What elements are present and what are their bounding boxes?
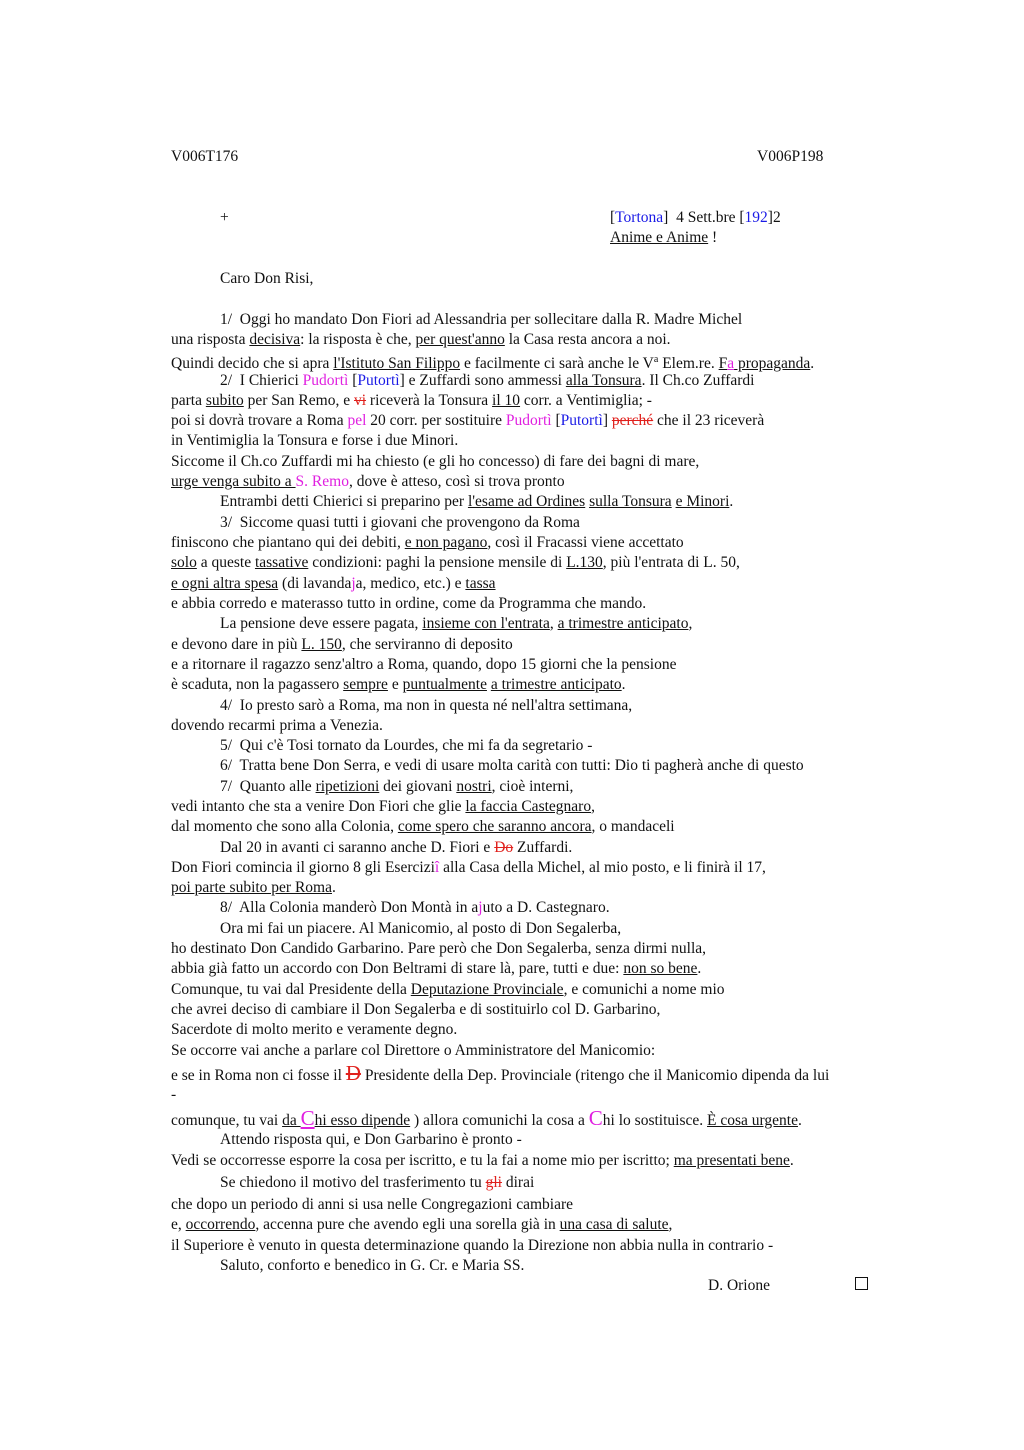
line-segment: Putortì: [357, 372, 400, 389]
checkbox-icon: [855, 1276, 868, 1296]
letter-line: [220, 756, 804, 776]
line-segment: . Il Ch.co Zuffardi: [641, 372, 755, 389]
struck-text: gli: [485, 1174, 502, 1191]
line-segment: S. Remo: [295, 473, 349, 490]
letter-line: [171, 1151, 794, 1171]
line-segment: 6/ Tratta bene Don Serra, e vedi di usare molta carità con tutti: Dio ti pagherà anche di questo: [220, 757, 804, 774]
line-segment: Quindi decido che si apra: [171, 355, 334, 373]
line-segment: 1/ Oggi ho mandato Don Fiori ad Alessandria per sollecitare dalla R. Madre Michel: [220, 311, 743, 328]
line-segment: F: [718, 355, 728, 373]
line-segment: La pensione deve essere pagata,: [220, 615, 423, 632]
line-segment: , e comunichi a nome mio: [563, 981, 725, 998]
cross-mark: +: [220, 209, 229, 226]
line-segment: 4/ Io presto sarò a Roma, ma non in questa né nell'altra settimana,: [220, 697, 633, 714]
letter-line: [171, 959, 701, 979]
line-segment: Pudortì: [302, 372, 349, 389]
line-segment: e Minori: [675, 493, 730, 510]
line-segment: Comunque, tu vai dal Presidente della: [171, 981, 411, 998]
letter-line: [171, 533, 684, 553]
struck-text: perché: [611, 412, 654, 429]
line-segment: puntualmente: [402, 676, 487, 693]
line-segment: abbia già fatto un accordo con Don Beltrami di stare là, pare, tutti e due:: [171, 960, 624, 977]
line-segment: urge venga subito a: [171, 473, 296, 490]
line-segment: insieme con l'entrata: [422, 615, 550, 632]
line-segment: nostri: [456, 778, 492, 795]
line-segment: ,: [688, 615, 693, 632]
line-segment: [: [348, 372, 358, 389]
line-segment: Don Fiori comincia il giorno 8 gli Esercizi: [171, 859, 435, 876]
line-segment: per San Remo, e: [243, 392, 354, 409]
line-segment: Zuffardi.: [513, 839, 573, 856]
letter-line: [220, 310, 742, 330]
line-segment: tassative: [254, 554, 309, 571]
motto-text: Anime e Anime: [610, 229, 709, 246]
dateline-year: 192: [744, 209, 768, 226]
line-segment: dal momento che sono alla Colonia,: [171, 818, 398, 835]
dateline: [610, 208, 781, 228]
line-segment: .: [729, 493, 734, 510]
line-segment: Entrambi detti Chierici si preparino per: [220, 493, 468, 510]
letter-line: [171, 1020, 457, 1040]
line-segment: ,: [549, 615, 558, 632]
line-segment: condizioni: paghi la pensione mensile di: [308, 554, 567, 571]
letter-line: [220, 1173, 534, 1193]
letter-line: [220, 919, 621, 939]
letter-line: [171, 391, 652, 411]
line-segment: a: [653, 354, 659, 365]
line-segment: dovendo recarmi prima a Venezia.: [171, 717, 383, 734]
line-segment: -: [171, 1086, 177, 1103]
line-segment: È cosa urgente: [707, 1112, 798, 1129]
letter-line: [220, 696, 632, 716]
salutation: Caro Don Risi,: [220, 270, 314, 287]
line-segment: non so bene: [623, 960, 698, 977]
letter-line: [220, 513, 580, 533]
line-segment: e non pagano: [404, 534, 488, 551]
letter-line: [171, 330, 671, 350]
line-segment: che il 23 riceverà: [653, 412, 765, 429]
line-segment: da: [282, 1112, 301, 1129]
line-segment: occorrendo: [185, 1216, 256, 1233]
letter-line: [171, 472, 565, 492]
line-segment: e,: [171, 1216, 186, 1233]
line-segment: dei giovani: [379, 778, 457, 795]
line-segment: [: [551, 412, 561, 429]
line-segment: hi lo sostituisce.: [602, 1112, 707, 1129]
line-segment: .: [797, 1112, 802, 1129]
line-segment: comunque, tu vai: [171, 1112, 283, 1129]
letter-line: [220, 777, 573, 797]
struck-text: vi: [353, 392, 367, 409]
letter-line: [171, 594, 646, 614]
line-segment: sulla Tonsura: [589, 493, 672, 510]
letter-line: [171, 797, 595, 817]
line-segment: poi si dovrà trovare a Roma: [171, 412, 348, 429]
dateline-year-tail: ]2: [767, 209, 781, 226]
letter-line: [171, 817, 675, 837]
line-segment: , che serviranno di deposito: [341, 636, 513, 653]
letter-line: [171, 553, 740, 573]
line-segment: .: [810, 355, 815, 373]
dateline-place: Tortona: [615, 209, 664, 226]
letter-line: [220, 736, 592, 756]
line-segment: sempre: [343, 676, 388, 693]
line-segment: ] e Zuffardi sono ammessi: [399, 372, 566, 389]
letter-line: [171, 411, 764, 431]
letter-line: [171, 675, 626, 695]
line-segment: 5/ Qui c'è Tosi tornato da Lourdes, che mi fa da segretario -: [220, 737, 593, 754]
line-segment: parta: [171, 392, 206, 409]
line-segment: finiscono che piantano qui dei debiti,: [171, 534, 405, 551]
line-segment: riceverà la Tonsura: [366, 392, 493, 409]
letter-line: [171, 1000, 660, 1020]
letter-line: [171, 655, 677, 675]
line-segment: , o mandaceli: [591, 818, 675, 835]
line-segment: è scaduta, non la pagassero: [171, 676, 344, 693]
line-segment: alla Casa della Michel, al mio posto, e li finirà il 17,: [439, 859, 766, 876]
line-segment: subito: [205, 392, 244, 409]
letter-line: [171, 716, 383, 736]
letter-line: [220, 492, 733, 512]
line-segment: l'esame ad Ordines: [467, 493, 586, 510]
line-segment: j: [478, 899, 483, 916]
line-segment: uto a D. Castegnaro.: [482, 899, 610, 916]
line-segment: 8/ Alla Colonia manderò Don Montà in a: [220, 899, 479, 916]
line-segment: e abbia corredo e materasso tutto in ordine, come da Programma che mando.: [171, 595, 647, 612]
line-segment: Deputazione Provinciale: [410, 981, 564, 998]
line-segment: î: [434, 859, 440, 876]
line-segment: j: [351, 575, 356, 592]
line-segment: in Ventimiglia la Tonsura e forse i due Minori.: [171, 432, 459, 449]
letter-line: [220, 898, 610, 918]
line-segment: il 10: [492, 392, 521, 409]
line-segment: alla Tonsura: [565, 372, 642, 389]
letter-line: [171, 1041, 655, 1061]
line-segment: , più l'entrata di L. 50,: [602, 554, 740, 571]
letter-line: [171, 635, 513, 655]
line-segment: a trimestre anticipato: [557, 615, 689, 632]
line-segment: Se occorre vai anche a parlare col Direttore o Amministratore del Manicomio:: [171, 1042, 656, 1059]
letter-line: [171, 1195, 573, 1215]
letter-line: [171, 939, 706, 959]
line-segment: , accenna pure che avendo egli una sorella già in: [255, 1216, 560, 1233]
line-segment: , cioè interni,: [491, 778, 574, 795]
header-left-code: V006T176: [171, 148, 239, 165]
line-segment: .: [697, 960, 702, 977]
line-segment: Sacerdote di molto merito e veramente degno.: [171, 1021, 458, 1038]
line-segment: Siccome il Ch.co Zuffardi mi ha chiesto (e gli ho concesso) di fare dei bagni di mare,: [171, 453, 700, 470]
line-segment: Ora mi fai un piacere. Al Manicomio, al posto di Don Segalerba,: [220, 920, 622, 937]
letter-line: [171, 431, 458, 451]
line-segment: una casa di salute: [559, 1216, 669, 1233]
line-segment: , dove è atteso, così si trova pronto: [348, 473, 565, 490]
line-segment: Pudortì: [505, 412, 552, 429]
dateline-close: ]: [663, 209, 669, 226]
line-segment: Putortì: [560, 412, 603, 429]
struck-text: D: [345, 1061, 361, 1085]
letter-line: [171, 878, 336, 898]
line-segment: solo: [171, 554, 197, 571]
line-segment: hi esso dipende: [314, 1112, 411, 1129]
letter-line: [171, 858, 766, 878]
line-segment: Attendo risposta qui, e Don Garbarino è pronto -: [220, 1131, 522, 1148]
line-segment: L. 150: [301, 636, 342, 653]
line-segment: (di lavanda: [278, 575, 352, 592]
letter-line: [220, 371, 754, 391]
line-segment: a trimestre anticipato: [490, 676, 622, 693]
line-segment: e devono dare in più: [171, 636, 302, 653]
line-segment: ]: [602, 412, 612, 429]
line-segment: C: [588, 1106, 603, 1130]
line-segment: la Casa resta ancora a noi.: [504, 331, 671, 348]
line-segment: che dopo un periodo di anni si usa nelle Congregazioni cambiare: [171, 1196, 574, 1213]
line-segment: dirai: [501, 1174, 535, 1191]
letter-line: [220, 614, 692, 634]
letter-line: [171, 574, 496, 594]
line-segment: l'Istituto San Filippo: [333, 355, 461, 373]
line-segment: la faccia Castegnaro: [465, 798, 592, 815]
line-segment: pel: [347, 412, 367, 429]
letter-line: [171, 1063, 829, 1086]
line-segment: 20 corr. per sostituire: [366, 412, 506, 429]
line-segment: Presidente della Dep. Provinciale (ritengo che il Manicomio dipenda da lui: [360, 1067, 830, 1084]
line-segment: ho destinato Don Candido Garbarino. Pare però che Don Segalerba, senza dirmi nulla,: [171, 940, 707, 957]
line-segment: che avrei deciso di cambiare il Don Segalerba e di sostituirlo col D. Garbarino,: [171, 1001, 661, 1018]
line-segment: e se in Roma non ci fosse il: [171, 1067, 346, 1084]
line-segment: L.130: [566, 554, 603, 571]
signature: D. Orione: [708, 1277, 770, 1294]
line-segment: Vedi se occorresse esporre la cosa per iscritto, e tu la fai a nome mio per iscritto;: [171, 1152, 674, 1169]
line-segment: decisiva: [249, 331, 301, 348]
letter-line: [171, 1215, 672, 1235]
line-segment: per quest'anno: [415, 331, 505, 348]
letter-line: [171, 980, 725, 1000]
line-segment: corr. a Ventimiglia; -: [520, 392, 652, 409]
line-segment: poi parte subito per Roma: [171, 879, 332, 896]
dateline-date: 4 Sett.bre [: [668, 209, 745, 226]
letter-line: [171, 1236, 773, 1256]
line-segment: .: [789, 1152, 794, 1169]
line-segment: Se chiedono il motivo del trasferimento tu: [220, 1174, 486, 1191]
line-segment: Dal 20 in avanti ci saranno anche D. Fiori e: [220, 839, 495, 856]
line-segment: a, medico, etc.) e: [355, 575, 466, 592]
letter-line: [220, 838, 572, 858]
struck-text: Do: [494, 839, 514, 856]
line-segment: C: [300, 1106, 315, 1130]
line-segment: Elem.re.: [658, 355, 719, 373]
line-segment: : la risposta è che,: [300, 331, 416, 348]
motto-tail: !: [708, 229, 718, 246]
line-segment: tassa: [465, 575, 496, 592]
line-segment: come spero che saranno ancora: [397, 818, 592, 835]
line-segment: ma presentati bene: [673, 1152, 790, 1169]
header-right-code: V006P198: [757, 148, 824, 165]
line-segment: e facilmente ci sarà anche le V: [460, 355, 654, 373]
letter-line: [171, 1108, 802, 1131]
line-segment: 3/ Siccome quasi tutti i giovani che provengono da Roma: [220, 514, 580, 531]
line-segment: a: [727, 355, 735, 373]
line-segment: .: [621, 676, 626, 693]
line-segment: ripetizioni: [315, 778, 380, 795]
line-segment: ) allora comunichi la cosa a: [410, 1112, 589, 1129]
line-segment: e ogni altra spesa: [171, 575, 279, 592]
letter-line: [220, 1256, 524, 1276]
letter-line: [171, 1085, 176, 1105]
line-segment: 7/ Quanto alle: [220, 778, 316, 795]
letter-line: [220, 1130, 522, 1150]
motto: [610, 228, 717, 248]
line-segment: Saluto, conforto e benedico in G. Cr. e Maria SS.: [220, 1257, 525, 1274]
line-segment: 2/ I Chierici: [220, 372, 303, 389]
line-segment: propaganda: [734, 355, 811, 373]
line-segment: .: [332, 879, 336, 896]
line-segment: una risposta: [171, 331, 250, 348]
letter-line: [171, 452, 699, 472]
dateline-open: [: [610, 209, 616, 226]
line-segment: e: [387, 676, 403, 693]
line-segment: , così il Fracassi viene accettato: [487, 534, 684, 551]
line-segment: ,: [668, 1216, 673, 1233]
line-segment: e a ritornare il ragazzo senz'altro a Roma, quando, dopo 15 giorni che la pensione: [171, 656, 677, 673]
line-segment: il Superiore è venuto in questa determinazione quando la Direzione non abbia nulla in contrario -: [171, 1237, 774, 1254]
line-segment: vedi intanto che sta a venire Don Fiori che glie: [171, 798, 466, 815]
line-segment: ,: [591, 798, 595, 815]
line-segment: a queste: [196, 554, 255, 571]
